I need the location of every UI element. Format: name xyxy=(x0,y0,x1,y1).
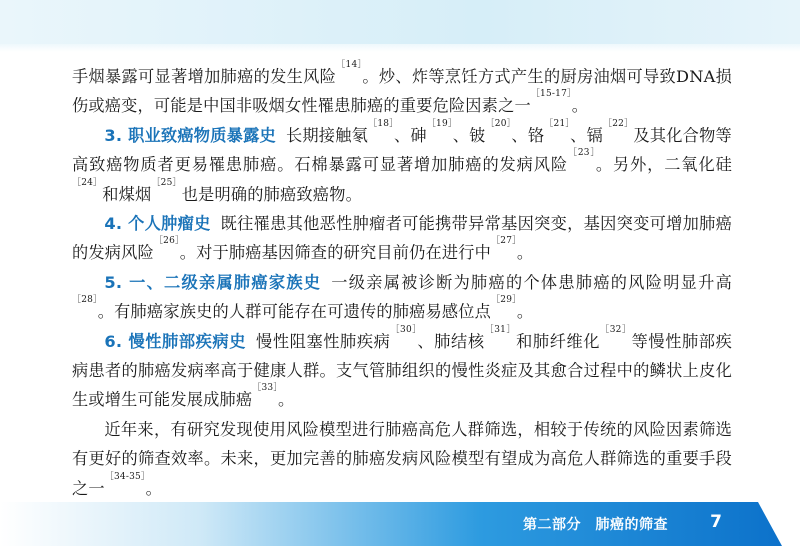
citation: ［28］ xyxy=(72,295,98,306)
header-band xyxy=(0,0,800,44)
citation: ［27］ xyxy=(491,236,517,247)
paragraph-chronic-lung: 6. 慢性肺部疾病史 慢性阻塞性肺疾病$^{[30]}$、肺结核$^{[31]}$和肺纤维化$^{[32]}$等慢性肺部疾病患者的肺癌发病率高于健康人群。支气管肺组织的慢性炎症及其愈合过程中的鳞状上皮化生或增生可能发展成肺癌$^{[33]}$。 xyxy=(72,324,732,410)
section-heading: 6. 慢性肺部疾病史 xyxy=(104,331,247,351)
citation: ［33］ xyxy=(252,383,279,394)
footer-section-title: 第二部分 肺癌的筛查 xyxy=(523,517,668,533)
citation: ［15-17］ xyxy=(530,89,572,100)
paragraph-smoking: 手烟暴露可显著增加肺癌的发生风险$^{[14]}$。炒、炸等烹饪方式产生的厨房油烟可导致DNA损伤或癌变，可能是中国非吸烟女性罹患肺癌的重要危险因素之一$^{[15-17]}$。 xyxy=(72,60,732,116)
citation: ［31］ xyxy=(484,324,517,335)
footer-band xyxy=(0,502,800,546)
citation: ［20］ xyxy=(485,118,512,129)
citation: ［29］ xyxy=(491,295,517,306)
footer xyxy=(0,502,800,546)
paragraph-tumor-history: 4. 个人肿瘤史 既往罹患其他恶性肿瘤者可能携带异常基因突变，基因突变可增加肺癌的发病风险$^{[26]}$。对于肺癌基因筛查的研究目前仍在进行中$^{[27]}$。 xyxy=(72,214,732,263)
section-heading: 5. 一、二级亲属肺癌家族史 xyxy=(104,272,322,292)
citation: ［25］ xyxy=(151,177,182,188)
citation: ［23］ xyxy=(567,148,596,159)
citation: ［22］ xyxy=(603,118,634,129)
citation: ［24］ xyxy=(72,177,103,188)
paragraph-family-history: 5. 一、二级亲属肺癌家族史 一级亲属被诊断为肺癌的个体患肺癌的风险明显升高$^{[28]}$。有肺癌家族史的人群可能存在可遗传的肺癌易感位点$^{[29]}$。 xyxy=(72,272,732,322)
page-number: 7 xyxy=(710,512,722,532)
section-heading: 4. 个人肿瘤史 xyxy=(104,214,211,234)
paragraph-occupational: 3. 职业致癌物质暴露史 长期接触氡$^{[18]}$、砷$^{[19]}$、铍$^{[20]}$、铬$^{[21]}$、镉$^{[22]}$及其化合物等高致癌物质者更易罹患肺癌。石棉暴露可显著增加肺癌的发病风险$^{[23]}$。另外，二氧化硅$^{[24]}$和煤烟$^{[25]}$也是明确的肺癌致癌物。 xyxy=(72,118,732,204)
citation: ［32］ xyxy=(600,324,632,335)
citation: ［14］ xyxy=(336,60,363,70)
citation: ［34-35］ xyxy=(104,471,146,482)
citation: ［26］ xyxy=(153,236,180,247)
citation: ［21］ xyxy=(544,118,571,129)
citation: ［19］ xyxy=(426,118,453,129)
page-body xyxy=(72,62,732,503)
paragraph-risk-models: 近年来，有研究发现使用风险模型进行肺癌高危人群筛选，相较于传统的风险因素筛选有更好的筛查效率。未来，更加完善的肺癌发病风险模型有望成为高危人群筛选的重要手段之一$^{[34-35]}$。 xyxy=(72,419,732,498)
citation: ［30］ xyxy=(390,324,418,335)
citation: ［18］ xyxy=(368,118,394,129)
section-heading: 3. 职业致癌物质暴露史 xyxy=(104,125,276,145)
